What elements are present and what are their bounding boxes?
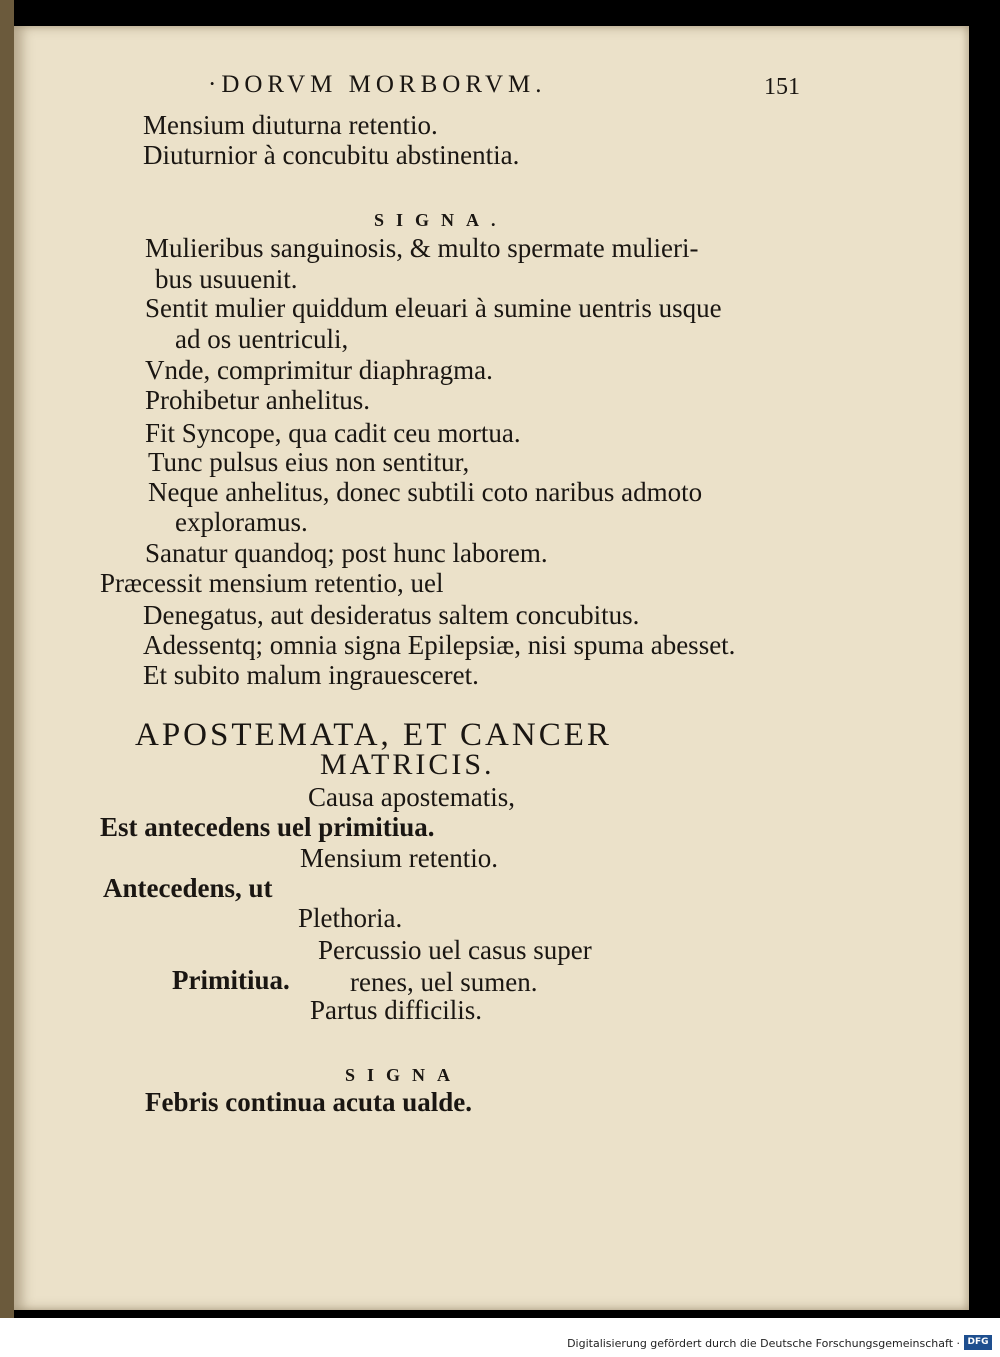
running-head: ·DORVM MORBORVM. <box>208 71 547 98</box>
text-line: Præcessit mensium retentio, uel <box>100 568 444 598</box>
text-line: Plethoria. <box>298 903 403 933</box>
text-line: Primitiua. <box>172 965 290 995</box>
digitization-footer <box>0 1318 1000 1357</box>
text-line: bus usuuenit. <box>155 264 298 294</box>
book-spine <box>0 0 14 1320</box>
section-heading-signa: SIGNA. <box>374 210 508 230</box>
text-line: Denegatus, aut desideratus saltem concubitus. <box>143 600 640 630</box>
funding-credit: Digitalisierung gefördert durch die Deutsche Forschungsgemeinschaft · <box>567 1337 960 1350</box>
text-line: Mensium diuturna retentio. <box>143 110 438 140</box>
text-line: Percussio uel casus super <box>318 935 592 965</box>
text-line: Sentit mulier quiddum eleuari à sumine uentris usque <box>145 293 722 323</box>
text-line: Sanatur quandoq; post hunc laborem. <box>145 538 548 568</box>
text-line: exploramus. <box>175 507 308 537</box>
text-line: Diuturnior à concubitu abstinentia. <box>143 140 520 170</box>
text-line: Adessentq; omnia signa Epilepsiæ, nisi spuma abesset. <box>143 630 736 660</box>
text-line: Mensium retentio. <box>300 843 498 873</box>
text-line: Neque anhelitus, donec subtili coto naribus admoto <box>148 477 703 507</box>
text-line: Antecedens, ut <box>103 873 273 903</box>
text-line: Partus difficilis. <box>310 995 482 1025</box>
text-line: Causa apostematis, <box>308 782 515 812</box>
text-line: Est antecedens uel primitiua. <box>100 812 435 842</box>
dfg-logo: DFG <box>964 1335 992 1350</box>
text-line: Mulieribus sanguinosis, & multo spermate mulieri- <box>145 233 699 263</box>
section-heading-signa: SIGNA <box>345 1065 463 1085</box>
text-line: Tunc pulsus eius non sentitur, <box>148 447 470 477</box>
text-line: renes, uel sumen. <box>350 967 538 997</box>
text-line: Vnde, comprimitur diaphragma. <box>145 355 493 385</box>
chapter-title: APOSTEMATA, ET CANCER <box>135 717 612 753</box>
text-line: Febris continua acuta ualde. <box>145 1087 473 1117</box>
text-line: Et subito malum ingrauesceret. <box>143 660 479 690</box>
page-number: 151 <box>764 74 800 100</box>
text-line: ad os uentriculi, <box>175 324 349 354</box>
chapter-title-continued: MATRICIS. <box>320 748 495 781</box>
text-line: Fit Syncope, qua cadit ceu mortua. <box>145 418 521 448</box>
text-line: Prohibetur anhelitus. <box>145 385 370 415</box>
